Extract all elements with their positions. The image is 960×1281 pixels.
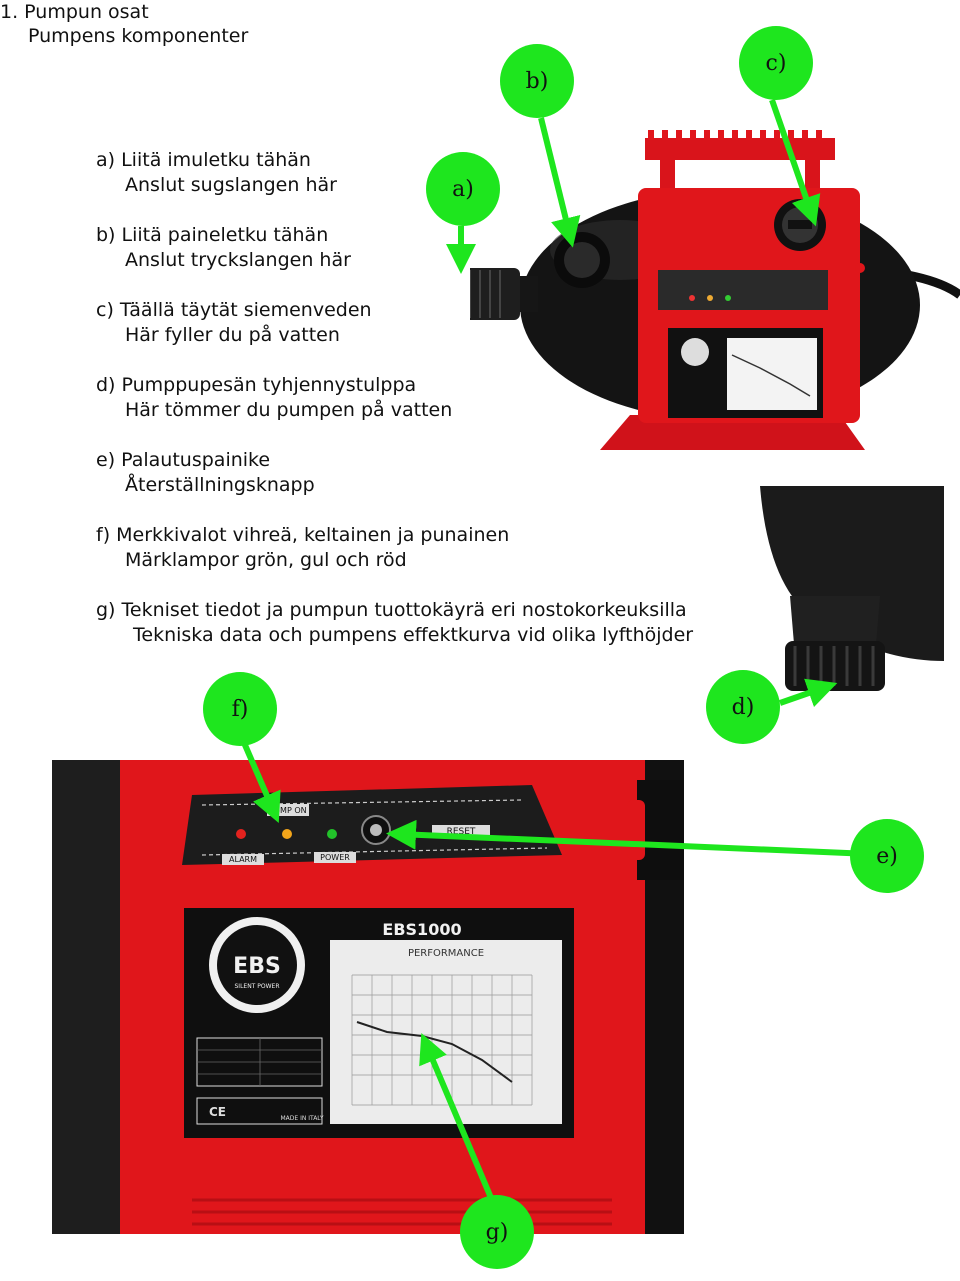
item-fi: e) Palautuspainike [96,449,271,471]
callout-a: a) [426,152,500,226]
item-sv: Återställningsknapp [125,474,315,496]
item-fi: g) Tekniset tiedot ja pumpun tuottokäyrä eri nostokorkeuksilla [96,599,687,621]
item-sv: Anslut sugslangen här [125,174,337,196]
callout-d: d) [706,670,780,744]
pump-photo [470,130,960,460]
item-sv: Tekniska data och pumpens effektkurva vid olika lyfthöjder [133,624,694,646]
item-sv: Här fyller du på vatten [125,324,340,346]
alarm-label: ALARM [228,855,258,864]
callout-c: c) [739,26,813,100]
item-sv: Märklampor grön, gul och röd [125,549,407,571]
component-item-f [96,523,693,573]
ce-mark-icon: CE [209,1105,227,1119]
control-panel-illustration [52,760,684,1234]
reset-label: RESET [446,827,476,837]
item-fi: d) Pumppupesän tyhjennystulppa [96,374,417,396]
control-panel-photo [52,760,684,1234]
item-fi: b) Liitä paineletku tähän [96,224,329,246]
drain-plug-photo [760,486,944,712]
callout-b: b) [500,44,574,118]
alarm-led [236,829,246,839]
pump-illustration [470,130,960,460]
made-in-label: MADE IN ITALY [280,1115,324,1122]
header-title: 1. Pumpun osat [0,1,149,23]
callout-f: f) [203,672,277,746]
reset-icon [370,824,382,836]
pump-on-label: PUMP ON [269,806,307,815]
header-subtitle: Pumpens komponenter [28,25,249,47]
ebs-logo: EBS [233,954,281,979]
item-fi: a) Liitä imuletku tähän [96,149,311,171]
item-fi: c) Täällä täytät siemenveden [96,299,372,321]
power-led [327,829,337,839]
logo-subtitle: SILENT POWER [234,983,280,990]
callout-g: g) [460,1195,534,1269]
performance-label: PERFORMANCE [407,948,485,959]
pump-on-led [282,829,292,839]
item-sv: Här tömmer du pumpen på vatten [125,399,453,421]
power-label: POWER [320,853,350,862]
item-fi: f) Merkkivalot vihreä, keltainen ja punainen [96,524,510,546]
drain-plug-illustration [760,486,944,712]
item-sv: Anslut tryckslangen här [125,249,351,271]
callout-e: e) [850,819,924,893]
component-item-g [96,598,693,648]
model-label: EBS1000 [382,920,462,939]
page-header [0,0,248,48]
